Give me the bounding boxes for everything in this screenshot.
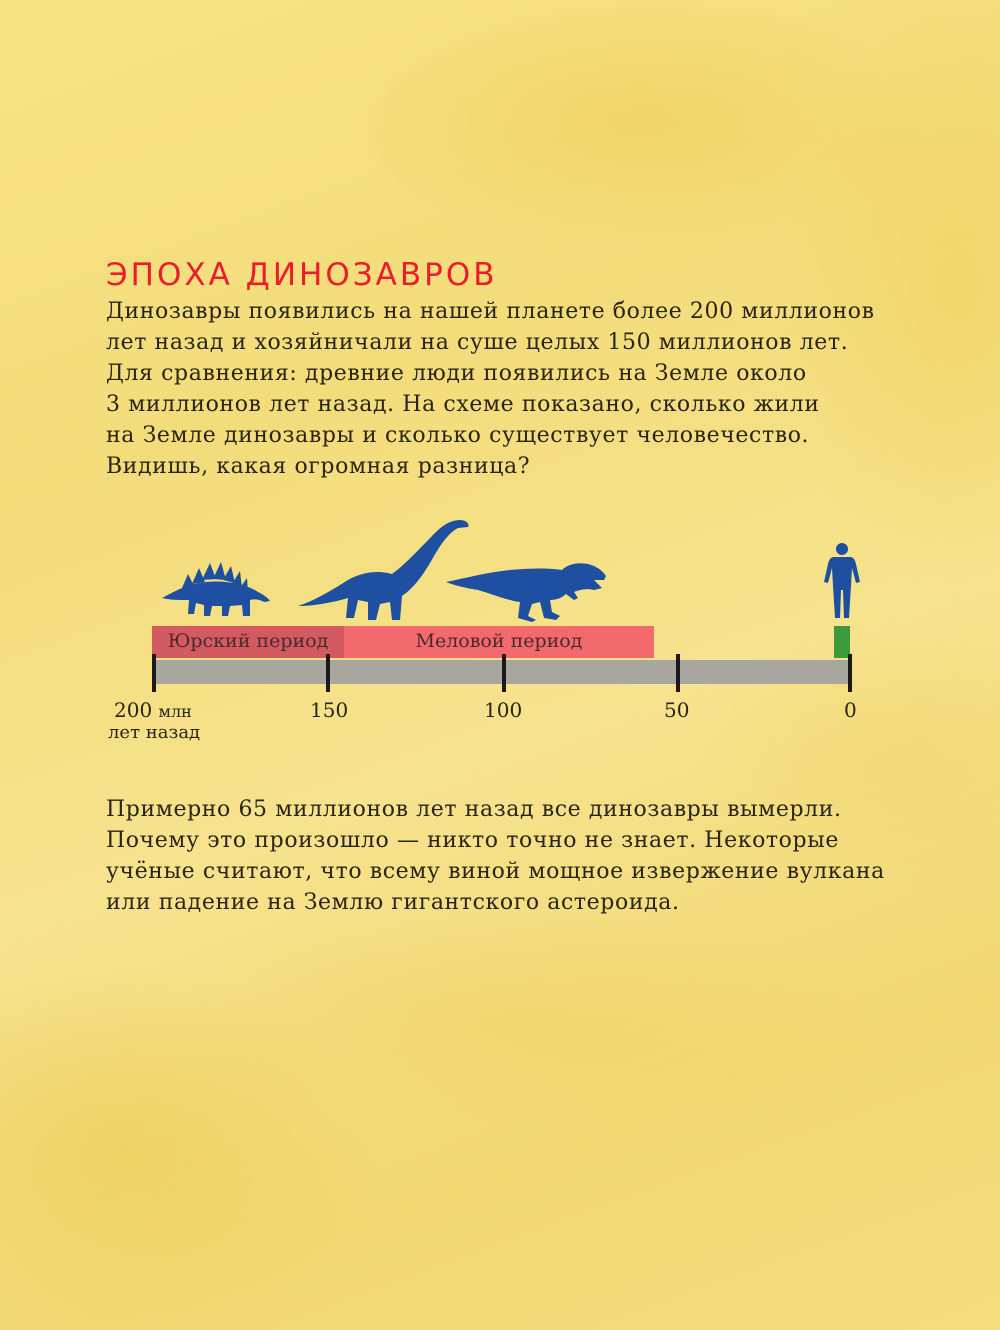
cretaceous-period-bar: Меловой период <box>344 626 654 658</box>
axis-tick <box>152 654 156 692</box>
intro-line: лет назад и хозяйничали на суше целых 150 миллионов лет. <box>106 330 849 355</box>
outro-paragraph <box>106 794 906 918</box>
outro-line: Примерно 65 миллионов лет назад все динозавры вымерли. <box>106 797 842 822</box>
outro-line: Почему это произошло — никто точно не знает. Некоторые <box>106 828 839 853</box>
tick-label-50: 50 <box>664 698 690 722</box>
tick-unit: млн <box>158 702 192 721</box>
intro-paragraph <box>106 296 906 482</box>
intro-line: Видишь, какая огромная разница? <box>106 454 531 479</box>
jurassic-period-bar: Юрский период <box>152 626 344 658</box>
human-icon <box>822 542 862 620</box>
axis-tick <box>676 654 680 692</box>
tick-label-150: 150 <box>310 698 349 722</box>
outro-line: или падение на Землю гигантского астероида. <box>106 890 680 915</box>
intro-line: 3 миллионов лет назад. На схеме показано, сколько жили <box>106 392 820 417</box>
axis-tick <box>848 654 852 692</box>
intro-line: Динозавры появились на нашей планете более 200 миллионов <box>106 299 875 324</box>
intro-line: Для сравнения: древние люди появились на Земле около <box>106 361 807 386</box>
intro-line: на Земле динозавры и сколько существует человечество. <box>106 423 810 448</box>
axis-tick <box>326 654 330 692</box>
outro-line: учёные считают, что всему виной мощное извержение вулкана <box>106 859 885 884</box>
tick-label-100: 100 <box>484 698 523 722</box>
tyrannosaurus-icon <box>444 560 608 622</box>
tick-label-0: 0 <box>844 698 857 722</box>
axis-tick <box>502 654 506 692</box>
page-title: ЭПОХА ДИНОЗАВРОВ <box>106 256 498 293</box>
tick-sub-label: лет назад <box>108 722 201 743</box>
tick-label-200: 200 млн <box>114 698 192 722</box>
stegosaurus-icon <box>160 560 272 618</box>
